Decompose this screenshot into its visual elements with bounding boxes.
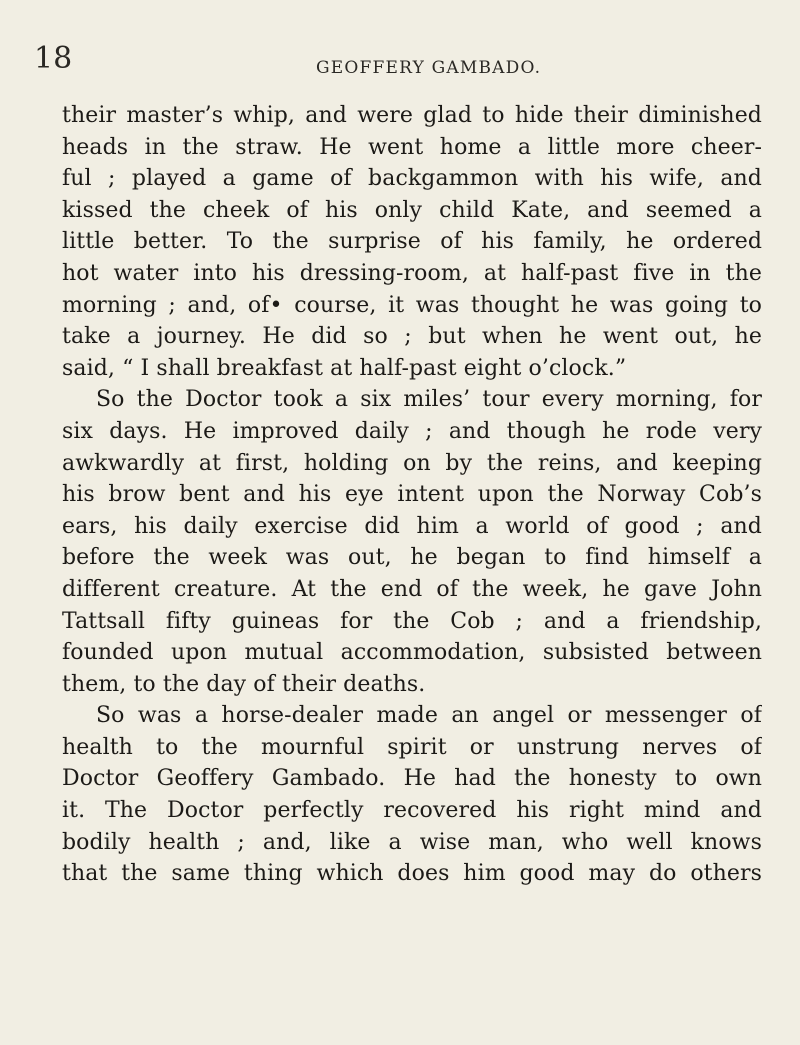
text-line: kissed the cheek of his only child Kate, and seemed a xyxy=(62,197,762,223)
text-line: little better. To the surprise of his family, he ordered xyxy=(62,229,762,255)
text-line: bodily health ; and, like a wise man, who well knows xyxy=(62,829,762,855)
text-line: awkwardly at first, holding on by the reins, and keeping xyxy=(62,450,762,476)
text-line: hot water into his dressing-room, at half-past five in the xyxy=(62,260,762,286)
text-line: before the week was out, he began to find himself a xyxy=(62,545,762,571)
text-line: Tattsall fifty guineas for the Cob ; and a friendship, xyxy=(62,608,762,634)
text-line: his brow bent and his eye intent upon the Norway Cob’s xyxy=(62,482,762,508)
body-text xyxy=(62,100,762,890)
text-line: Doctor Geoffery Gambado. He had the honesty to own xyxy=(62,766,762,792)
text-line: take a journey. He did so ; but when he went out, he xyxy=(62,324,762,350)
text-line: founded upon mutual accommodation, subsisted between xyxy=(62,640,762,666)
text-line: different creature. At the end of the week, he gave John xyxy=(62,576,762,602)
text-line: ears, his daily exercise did him a world of good ; and xyxy=(62,513,762,539)
page-number: 18 xyxy=(34,41,73,76)
running-head: GEOFFERY GAMBADO. xyxy=(316,58,542,78)
text-line: ful ; played a game of backgammon with his wife, and xyxy=(62,166,762,192)
text-line: So the Doctor took a six miles’ tour every morning, for xyxy=(96,387,762,413)
text-line: that the same thing which does him good may do others xyxy=(62,861,762,887)
text-line: heads in the straw. He went home a little more cheer- xyxy=(62,134,762,160)
text-line: morning ; and, of• course, it was thought he was going to xyxy=(62,292,762,318)
text-line: it. The Doctor perfectly recovered his right mind and xyxy=(62,798,762,824)
text-line: health to the mournful spirit or unstrung nerves of xyxy=(62,734,762,760)
text-line: said, “ I shall breakfast at half-past eight o’clock.” xyxy=(62,355,627,381)
text-line: six days. He improved daily ; and though he rode very xyxy=(62,418,762,444)
text-line: them, to the day of their deaths. xyxy=(62,671,426,697)
text-line: So was a horse-dealer made an angel or messenger of xyxy=(96,703,762,729)
text-line: their master’s whip, and were glad to hide their diminished xyxy=(62,103,762,128)
